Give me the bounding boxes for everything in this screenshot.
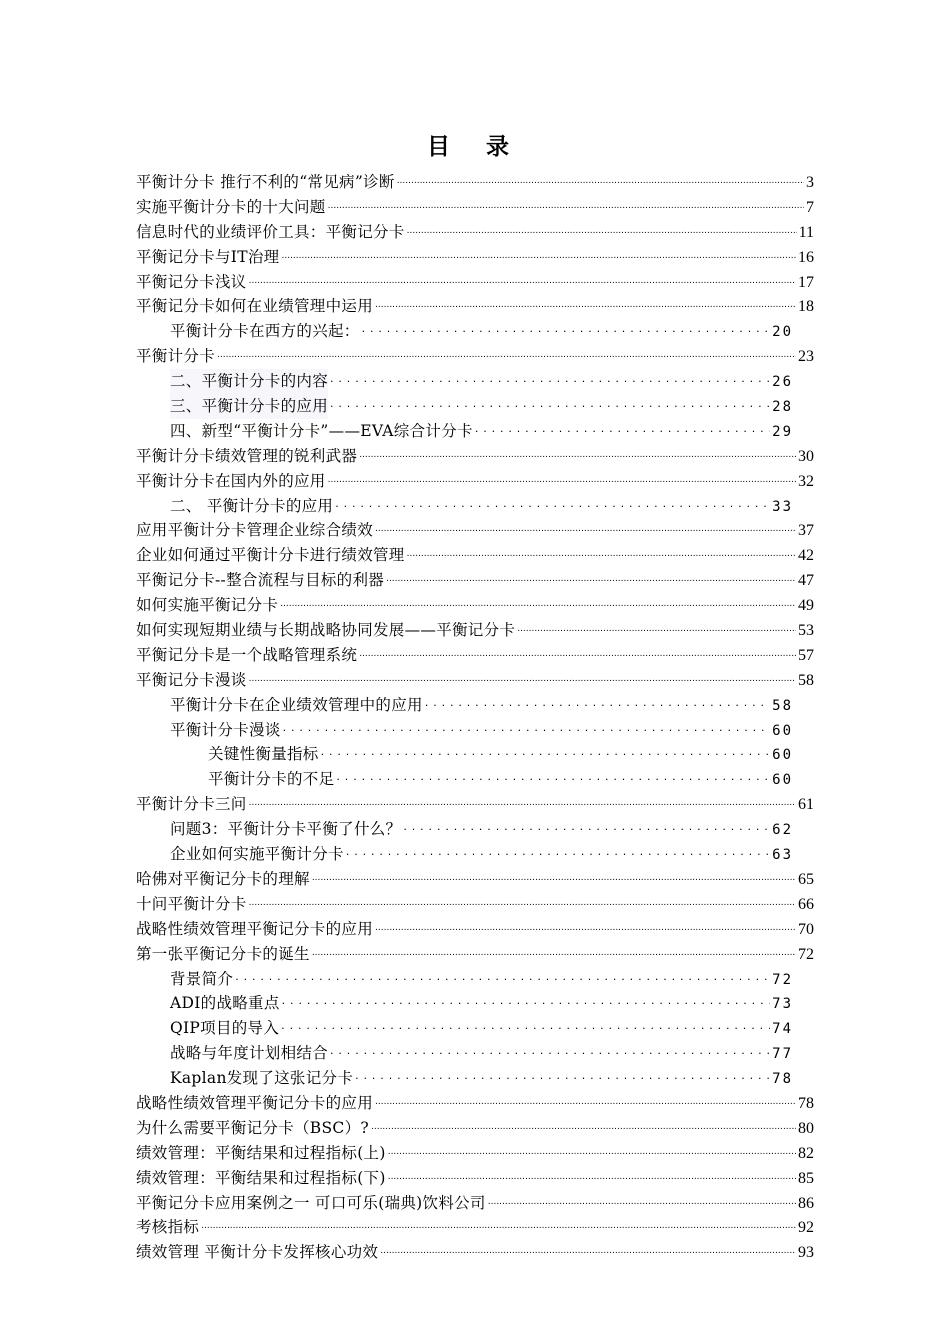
toc-page-number: 47 [798,572,814,590]
toc-entry-title: 平衡计分卡在企业绩效管理中的应用 [170,695,423,714]
toc-page-number: 77 [772,1046,793,1063]
toc-entry-title: 战略性绩效管理平衡记分卡的应用 [136,919,374,938]
toc-page-number: 42 [798,547,814,565]
toc-page-number: 23 [798,348,814,366]
toc-entry-title: 如何实施平衡记分卡 [136,596,279,615]
toc-dot-leader [283,714,771,741]
toc-dot-leader [375,290,796,318]
toc-entry-title: ADI的战略重点 [170,994,280,1013]
toc-page-number: 85 [798,1169,814,1187]
toc-entry-title: QIP项目的导入 [170,1019,280,1038]
toc-page-number: 30 [798,447,814,465]
toc-entry[interactable] [136,1240,814,1265]
toc-page-number: 33 [772,498,793,515]
toc-page-number: 63 [772,847,793,864]
toc-page-number: 32 [798,472,814,490]
toc-dot-leader [386,564,796,592]
toc-dot-leader [371,1112,796,1140]
toc-page-number: 92 [798,1219,814,1237]
page-title: 目 录 [426,134,523,160]
toc-dot-leader [249,664,796,692]
toc-dot-leader [407,539,796,567]
toc-entry-title: 十问平衡计分卡 [136,894,247,913]
toc-entry-title: 平衡计分卡 [136,347,216,366]
toc-page-number: 72 [772,971,793,988]
toc-entry-title: 如何实现短期业绩与长期战略协同发展——平衡记分卡 [136,621,516,640]
toc-entry-title: 平衡计分卡绩效管理的锐利武器 [136,446,358,465]
toc-page-number: 72 [798,945,814,963]
toc-dot-leader [321,738,771,765]
toc-entry-title: 平衡计分卡 推行不利的“常见病”诊断 [136,173,395,191]
toc-dot-leader [517,614,796,642]
toc-dot-leader [282,987,770,1014]
toc-dot-leader [375,913,796,941]
toc-dot-leader [249,888,796,916]
toc-page-number: 62 [772,822,793,839]
toc-entry-title: 应用平衡计分卡管理企业综合绩效 [136,521,374,540]
toc-entry-title: 平衡计分卡的不足 [208,770,335,789]
toc-entry-title: 平衡计分卡三问 [136,795,247,814]
toc-dot-leader [312,938,796,966]
toc-page-number: 78 [798,1094,814,1112]
toc-page-number: 74 [772,1021,793,1038]
toc-entry-title: 平衡记分卡与IT治理 [136,247,280,266]
toc-entry-title: 绩效管理：平衡结果和过程指标(下) [136,1168,386,1187]
table-of-contents [136,170,814,1265]
toc-dot-leader [488,1187,796,1215]
toc-entry-title: 四、新型“平衡计分卡”——EVA综合计分卡 [170,421,473,440]
toc-dot-leader [249,788,796,816]
toc-page-number: 3 [806,174,814,191]
toc-page-number: 80 [798,1119,814,1137]
toc-entry-title: 二、平衡计分卡的内容 [170,369,328,394]
toc-dot-leader [397,166,804,194]
toc-page-number: 18 [798,298,814,316]
toc-page-number: 60 [772,722,793,739]
toc-entry-title: 战略与年度计划相结合 [170,1044,329,1063]
toc-dot-leader [280,589,796,617]
toc-entry-title: 平衡记分卡应用案例之一 可口可乐(瑞典)饮料公司 [136,1193,486,1212]
toc-entry-title: 背景简介 [170,969,234,988]
toc-entry-title: 为什么需要平衡记分卡（BSC）? [136,1118,369,1137]
toc-entry-title: 平衡记分卡如何在业绩管理中运用 [136,297,374,316]
toc-page-number: 82 [798,1144,814,1162]
toc-page-number: 65 [798,870,814,888]
toc-page-number: 58 [798,671,814,689]
toc-page-number: 78 [772,1071,793,1088]
toc-dot-leader [312,863,796,891]
toc-dot-leader [359,639,796,667]
toc-page-number: 66 [798,895,814,913]
toc-entry-title: 平衡记分卡浅议 [136,272,247,291]
toc-dot-leader [330,390,770,417]
toc-entry-title: 绩效管理：平衡结果和过程指标(上) [136,1143,386,1162]
toc-entry-title: 平衡记分卡漫谈 [136,670,247,689]
toc-dot-leader [388,1137,796,1165]
toc-entry-title: 哈佛对平衡记分卡的理解 [136,869,310,888]
toc-entry-title: 平衡计分卡在西方的兴起： [170,322,360,341]
toc-page-number: 16 [798,248,814,266]
toc-page-number: 86 [798,1194,814,1212]
toc-page-number: 73 [772,996,793,1013]
toc-dot-leader [328,465,796,493]
toc-page-number: 29 [772,423,793,440]
toc-entry-title: 考核指标 [136,1218,200,1237]
toc-dot-leader [380,1236,796,1264]
toc-dot-leader [475,415,770,442]
toc-dot-leader [407,216,797,244]
toc-dot-leader [335,490,770,517]
toc-dot-leader [328,191,804,219]
toc-dot-leader [330,1037,770,1064]
toc-entry-title: 二、 平衡计分卡的应用 [170,496,334,515]
toc-page-number: 60 [772,747,793,764]
toc-entry-title: Kaplan发现了这张记分卡 [170,1069,354,1088]
toc-dot-leader [355,1062,770,1089]
toc-page-number: 61 [798,796,814,814]
toc-dot-leader [362,315,771,342]
toc-dot-leader [281,1012,770,1039]
toc-page-number: 37 [798,522,814,540]
toc-entry-title: 平衡记分卡是一个战略管理系统 [136,645,358,664]
toc-dot-leader [201,1211,796,1239]
toc-page-number: 26 [772,374,793,391]
toc-page-number: 70 [798,920,814,938]
toc-dot-leader [249,266,796,294]
toc-page-number: 93 [798,1244,814,1262]
toc-dot-leader [375,1087,796,1115]
toc-dot-leader [346,838,770,865]
toc-entry-title: 信息时代的业绩评价工具：平衡记分卡 [136,222,405,241]
toc-entry-title: 三、平衡计分卡的应用 [170,394,328,419]
toc-dot-leader [388,1162,796,1190]
toc-page-number: 57 [798,646,814,664]
toc-dot-leader [330,365,770,392]
toc-page-number: 20 [772,324,793,341]
toc-dot-leader [375,514,796,542]
toc-entry-title: 平衡计分卡在国内外的应用 [136,471,326,490]
toc-entry-title: 第一张平衡记分卡的诞生 [136,944,310,963]
toc-page-number: 17 [798,273,814,291]
toc-entry-title: 关键性衡量指标 [208,745,319,764]
toc-dot-leader [403,813,770,840]
toc-page-number: 7 [806,198,814,216]
toc-page-number: 60 [772,772,793,789]
toc-entry-title: 企业如何通过平衡计分卡进行绩效管理 [136,546,405,565]
toc-dot-leader [281,241,796,269]
toc-page-number: 58 [772,697,793,714]
toc-dot-leader [217,340,796,368]
toc-page-number: 49 [798,597,814,615]
toc-entry-title: 实施平衡计分卡的十大问题 [136,197,326,216]
toc-dot-leader [359,440,796,468]
toc-entry-title: 平衡计分卡漫谈 [170,720,281,739]
toc-dot-leader [235,963,770,990]
toc-entry-title: 平衡记分卡--整合流程与目标的利器 [136,571,385,590]
toc-entry-title: 企业如何实施平衡计分卡 [170,845,344,864]
toc-entry-title: 绩效管理 平衡计分卡发挥核心功效 [136,1243,379,1262]
toc-entry-title: 问题3：平衡计分卡平衡了什么？ [170,820,402,839]
toc-page-number: 28 [772,399,793,416]
toc-entry-title: 战略性绩效管理平衡记分卡的应用 [136,1093,374,1112]
toc-dot-leader [336,763,770,790]
toc-dot-leader [425,689,770,716]
toc-page-number: 53 [798,622,814,640]
toc-page-number: 11 [798,223,814,241]
